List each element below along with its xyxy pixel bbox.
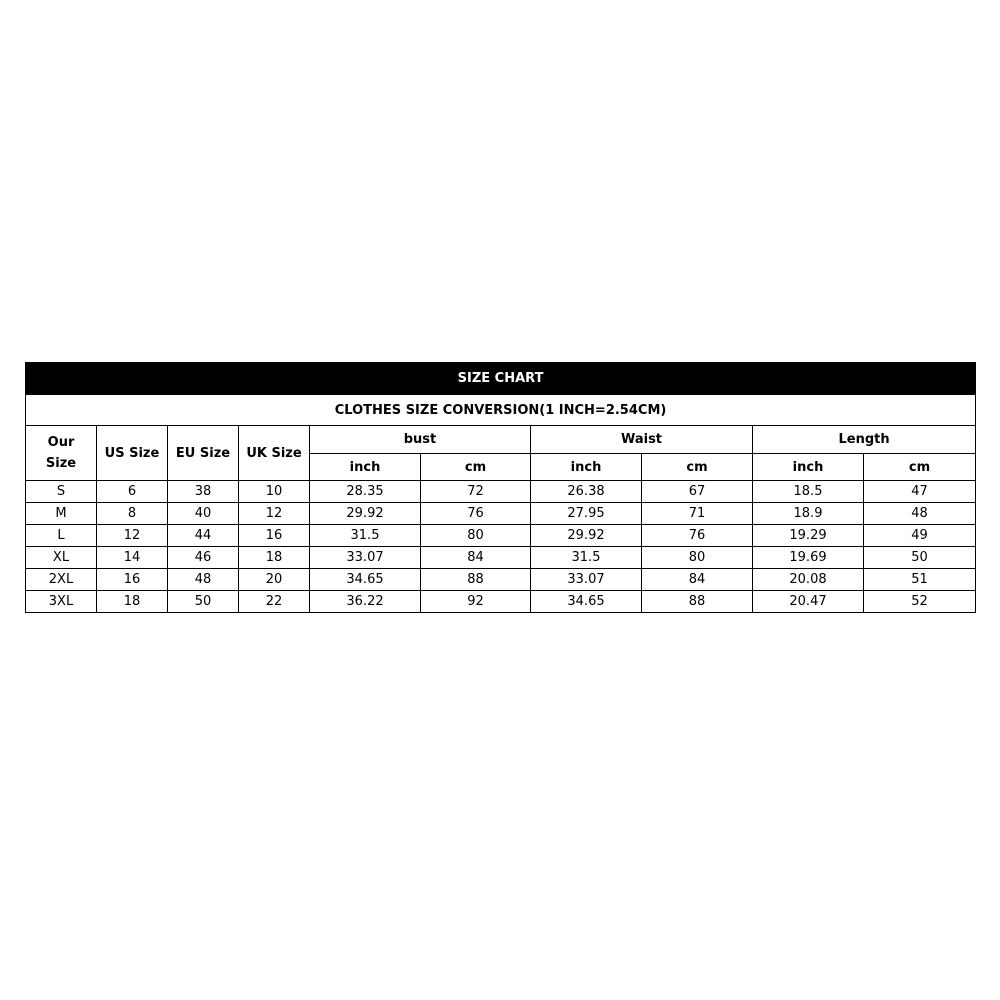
cell-length-cm: 50 [864,547,976,569]
cell-bust-cm: 76 [421,503,531,525]
cell-length-inch: 18.9 [753,503,864,525]
cell-uk-size: 18 [239,547,310,569]
cell-bust-inch: 34.65 [310,569,421,591]
cell-our-size: L [26,525,97,547]
chart-title: SIZE CHART [26,363,976,395]
cell-bust-inch: 31.5 [310,525,421,547]
cell-waist-cm: 80 [642,547,753,569]
cell-eu-size: 48 [168,569,239,591]
cell-uk-size: 20 [239,569,310,591]
header-our-size-line1: Our [47,435,75,450]
cell-length-inch: 20.47 [753,591,864,613]
cell-eu-size: 46 [168,547,239,569]
cell-eu-size: 44 [168,525,239,547]
cell-eu-size: 38 [168,481,239,503]
cell-bust-inch: 28.35 [310,481,421,503]
cell-bust-cm: 88 [421,569,531,591]
cell-bust-cm: 92 [421,591,531,613]
cell-eu-size: 50 [168,591,239,613]
header-our-size-line2: Size [45,456,77,471]
cell-uk-size: 10 [239,481,310,503]
cell-us-size: 6 [97,481,168,503]
cell-our-size: XL [26,547,97,569]
cell-length-cm: 51 [864,569,976,591]
table-row [26,481,976,503]
cell-our-size: 2XL [26,569,97,591]
cell-us-size: 12 [97,525,168,547]
header-waist-cm: cm [642,454,753,481]
cell-waist-inch: 26.38 [531,481,642,503]
header-bust-cm: cm [421,454,531,481]
header-us-size: US Size [97,426,168,481]
cell-length-cm: 52 [864,591,976,613]
cell-length-cm: 49 [864,525,976,547]
header-length: Length [753,426,976,454]
cell-uk-size: 22 [239,591,310,613]
header-length-inch: inch [753,454,864,481]
cell-waist-cm: 71 [642,503,753,525]
cell-length-cm: 47 [864,481,976,503]
cell-eu-size: 40 [168,503,239,525]
table-row [26,503,976,525]
cell-us-size: 16 [97,569,168,591]
cell-waist-inch: 31.5 [531,547,642,569]
header-bust-inch: inch [310,454,421,481]
cell-us-size: 18 [97,591,168,613]
header-length-cm: cm [864,454,976,481]
size-chart [25,362,975,613]
header-our-size [26,426,97,481]
cell-waist-cm: 76 [642,525,753,547]
cell-length-cm: 48 [864,503,976,525]
cell-us-size: 8 [97,503,168,525]
header-bust: bust [310,426,531,454]
cell-length-inch: 19.69 [753,547,864,569]
cell-our-size: S [26,481,97,503]
cell-bust-cm: 80 [421,525,531,547]
cell-waist-cm: 67 [642,481,753,503]
cell-waist-cm: 88 [642,591,753,613]
cell-waist-inch: 27.95 [531,503,642,525]
cell-waist-cm: 84 [642,569,753,591]
table-row [26,569,976,591]
cell-uk-size: 12 [239,503,310,525]
cell-waist-inch: 34.65 [531,591,642,613]
size-chart-table [25,362,976,613]
cell-our-size: 3XL [26,591,97,613]
header-waist: Waist [531,426,753,454]
cell-waist-inch: 33.07 [531,569,642,591]
header-waist-inch: inch [531,454,642,481]
cell-us-size: 14 [97,547,168,569]
cell-bust-inch: 29.92 [310,503,421,525]
cell-uk-size: 16 [239,525,310,547]
cell-our-size: M [26,503,97,525]
chart-subtitle: CLOTHES SIZE CONVERSION(1 INCH=2.54CM) [26,395,976,426]
cell-length-inch: 18.5 [753,481,864,503]
cell-length-inch: 20.08 [753,569,864,591]
table-row [26,547,976,569]
cell-bust-cm: 72 [421,481,531,503]
cell-waist-inch: 29.92 [531,525,642,547]
cell-length-inch: 19.29 [753,525,864,547]
header-uk-size: UK Size [239,426,310,481]
cell-bust-inch: 36.22 [310,591,421,613]
header-eu-size: EU Size [168,426,239,481]
table-row [26,525,976,547]
table-row [26,591,976,613]
cell-bust-cm: 84 [421,547,531,569]
cell-bust-inch: 33.07 [310,547,421,569]
